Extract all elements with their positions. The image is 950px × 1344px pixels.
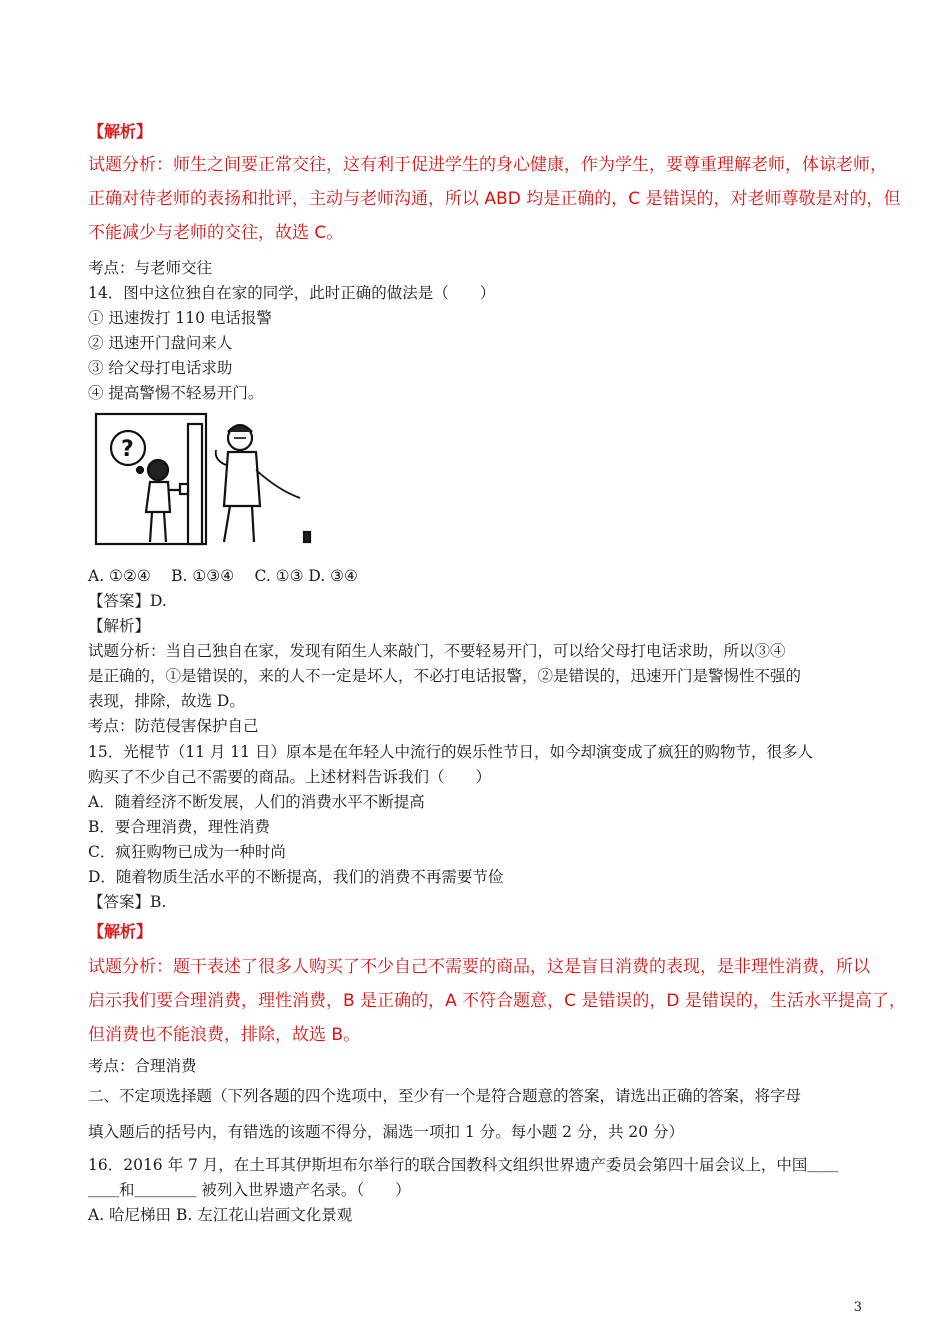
q15-stem: 15．光棍节（11 月 11 日）原本是在年轻人中流行的娱乐性节日，如今却演变成了疯狂的购物节，很多人 xyxy=(88,743,813,761)
section2-intro: 填入题后的括号内，有错选的该题不得分，漏选一项扣 1 分。每小题 2 分，共 20 分） xyxy=(88,1123,685,1141)
q14-kaodian: 考点：防范侵害保护自己 xyxy=(88,717,259,735)
q14-analysis-line: 试题分析：当自己独自在家，发现有陌生人来敲门，不要轻易开门，可以给父母打电话求助，所以③④ xyxy=(88,642,786,660)
q15-analysis-heading: 【解析】 xyxy=(88,922,153,941)
q14-option: ④ 提高警惕不轻易开门。 xyxy=(88,384,264,402)
q14-option: ② 迅速开门盘问来人 xyxy=(88,334,233,352)
q16-stem: 16．2016 年 7 月，在土耳其伊斯坦布尔举行的联合国教科文组织世界遗产委员会第四十届会议上，中国＿＿ xyxy=(88,1156,839,1174)
q14-option: ③ 给父母打电话求助 xyxy=(88,359,233,377)
q16-stem: ＿＿和＿＿＿＿ 被列入世界遗产名录。（ ） xyxy=(88,1181,411,1199)
q15-kaodian: 考点：合理消费 xyxy=(88,1057,197,1075)
q15-option: D．随着物质生活水平的不断提高，我们的消费不再需要节俭 xyxy=(88,868,504,886)
q14-analysis-line: 表现，排除，故选 D。 xyxy=(88,692,245,710)
child-head xyxy=(148,460,168,480)
section2-intro: 二、不定项选择题（下列各题的四个选项中，至少有一个是符合题意的答案，请选出正确的答案，将字母 xyxy=(88,1087,802,1105)
q13-analysis-heading: 【解析】 xyxy=(88,122,153,141)
q15-option: B．要合理消费，理性消费 xyxy=(88,818,270,836)
q15-analysis-line: 试题分析：题干表述了很多人购买了不少自己不需要的商品，这是盲目消费的表现，是非理性消费，所以 xyxy=(88,957,870,977)
door-visitor-illustration xyxy=(88,410,328,550)
q13-kaodian: 考点：与老师交往 xyxy=(88,259,213,277)
q15-option: A．随着经济不断发展，人们的消费水平不断提高 xyxy=(88,793,425,811)
q15-answer: 【答案】B. xyxy=(88,893,167,911)
q16-choices: A. 哈尼梯田 B. 左江花山岩画文化景观 xyxy=(88,1206,353,1224)
q14-option: ① 迅速拨打 110 电话报警 xyxy=(88,309,272,327)
door-panel xyxy=(188,424,202,544)
q15-stem: 购买了不少自己不需要的商品。上述材料告诉我们（ ） xyxy=(88,768,492,786)
q13-analysis-line: 不能减少与老师的交往，故选 C。 xyxy=(88,223,344,243)
q13-analysis-line: 正确对待老师的表扬和批评，主动与老师沟通，所以 ABD 均是正确的，C 是错误的，对老师尊敬是对的，但 xyxy=(88,189,901,209)
q13-analysis-line: 试题分析：师生之间要正常交往，这有利于促进学生的身心健康，作为学生，要尊重理解老师，体谅老师， xyxy=(88,155,887,175)
q14-analysis-line: 是正确的，①是错误的，来的人不一定是坏人，不必打电话报警，②是错误的，迅速开门是警惕性不强的 xyxy=(88,667,802,685)
q14-choices: A. ①②④ B. ①③④ C. ①③ D. ③④ xyxy=(88,567,358,585)
q14-stem: 14．图中这位独自在家的同学，此时正确的做法是（ ） xyxy=(88,284,496,302)
question-mark-glyph: ? xyxy=(121,437,134,462)
q14-answer: 【答案】D. xyxy=(88,592,167,610)
page-number: 3 xyxy=(853,1300,862,1315)
q15-analysis-line: 但消费也不能浪费，排除，故选 B。 xyxy=(88,1025,361,1045)
q15-analysis-line: 启示我们要合理消费，理性消费，B 是正确的，A 不符合题意，C 是错误的，D 是错误的，生活水平提高了， xyxy=(88,991,906,1011)
q14-analysis-heading: 【解析】 xyxy=(88,617,151,635)
q15-option: C．疯狂购物已成为一种时尚 xyxy=(88,843,286,861)
